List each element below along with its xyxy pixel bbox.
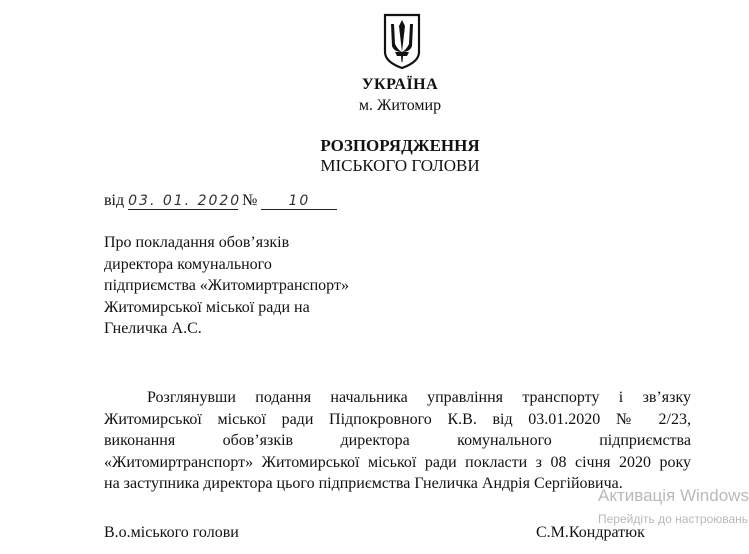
watermark-title: Активація Windows — [598, 486, 749, 505]
number-prefix: № — [242, 192, 258, 209]
coat-of-arms-trident-icon — [382, 12, 422, 70]
subject-line: підприємства «Житомиртранспорт» — [104, 277, 349, 294]
country-heading: УКРАЇНА — [361, 76, 439, 93]
watermark-subtitle: Перейдіть до настроювань — [598, 512, 749, 526]
signatory-position: В.о.міського голови — [104, 524, 239, 541]
subject-line: Житомирської міської ради на — [104, 298, 310, 316]
city-heading: м. Житомир — [358, 97, 442, 114]
document-title: РОЗПОРЯДЖЕННЯ — [320, 136, 480, 155]
subject-block — [104, 232, 349, 340]
date-number-line — [104, 192, 337, 210]
signatory-name: С.М.Кондратюк — [536, 524, 645, 541]
body-line: Житомирської міської ради Підпокровного К.В. від 03.01.2020 № 2/23, — [104, 410, 691, 428]
subject-line: директора комунального — [104, 255, 272, 273]
handwritten-date: 03. 01. 2020 — [128, 193, 242, 209]
body-line: Розглянувши подання начальника управління транспорту і зв’язку — [147, 389, 691, 406]
subject-line: Гнеличка А.С. — [104, 320, 202, 337]
handwritten-number: 10 — [261, 193, 337, 210]
body-paragraph — [104, 387, 691, 495]
document-subtitle: МІСЬКОГО ГОЛОВИ — [320, 156, 480, 175]
body-line: «Житомиртранспорт» Житомирської міської ради покласти з 08 січня 2020 року — [104, 453, 691, 471]
date-prefix: від — [104, 192, 125, 209]
body-line: на заступника директора цього підприємства Гнеличка Андрія Сергійовича. — [104, 475, 623, 492]
subject-line: Про покладання обов’язків — [104, 234, 290, 251]
windows-activation-watermark — [598, 486, 749, 526]
body-line: виконання обов’язків директора комунального підприємства — [104, 432, 691, 449]
